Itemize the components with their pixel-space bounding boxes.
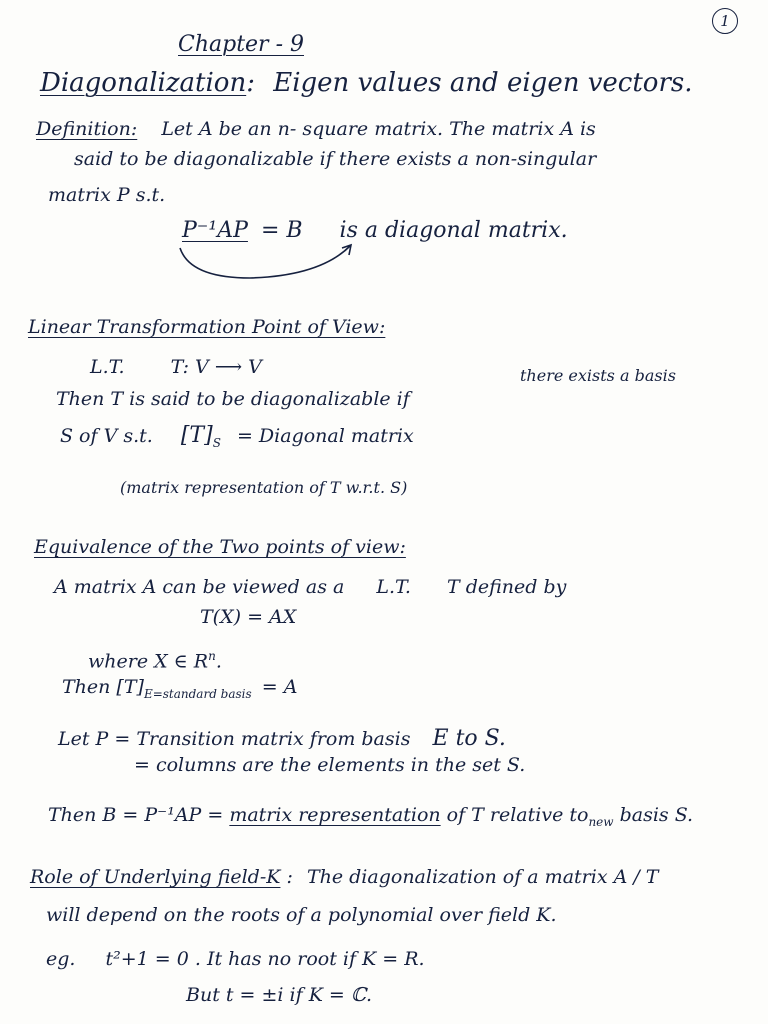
definition-line-1 [36,120,596,139]
lt-bracket-t: [T] [180,423,213,448]
equivalence-line-4-sub: E=standard basis [143,686,252,701]
heading-colon: : [246,68,255,98]
lt-map-line [90,358,262,377]
formula-arrow-icon [150,240,370,290]
equivalence-line-5b: E to S. [432,726,506,751]
field-line-4: But t = ±i if K = ℂ. [186,984,373,1006]
field-line-heading [30,868,658,887]
equivalence-line-6: = columns are the elements in the set S. [134,754,526,776]
lt-line-2c: = Diagonal matrix [236,425,414,447]
field-line-1: The diagonalization of a matrix A / T [306,866,659,888]
lt-map: T: V ⟶ V [170,356,262,378]
eigen-subtitle: Eigen values and eigen vectors. [273,68,693,98]
equivalence-line-1b: L.T. [376,576,411,598]
lt-line-1b: there exists a basis [520,366,676,385]
equivalence-line-3-sup: n [208,649,216,663]
section-heading-diagonalization [40,70,692,96]
definition-text-1: Let A be an n- square matrix. The matrix A is [161,118,596,140]
equivalence-line-7-sub: new [588,814,614,829]
equivalence-line-7a: Then B = P⁻¹AP = [48,804,230,826]
field-colon: : [286,866,293,888]
equivalence-line-7d: basis S. [619,804,694,826]
formula-lhs: P⁻¹AP [182,218,248,243]
equivalence-line-3b: . [215,650,222,673]
lt-line-1a: Then T is said to be diagonalizable if [56,388,410,410]
equivalence-heading: Equivalence of the Two points of view: [34,536,406,558]
formula-rhs: is a diagonal matrix. [339,218,568,243]
field-heading: Role of Underlying field-K [30,866,281,888]
lt-line-2 [60,425,414,449]
field-line-3b: t²+1 = 0 [105,948,189,970]
lt-heading: Linear Transformation Point of View: [28,316,386,338]
equivalence-line-7b: matrix representation [229,804,441,826]
field-line-3a: eg. [46,948,76,970]
lt-bracket-sub: S [212,435,221,450]
diagonalization-heading: Diagonalization [40,68,247,98]
equivalence-line-3 [88,650,222,671]
field-line-3 [46,950,425,969]
lt-label: L.T. [90,356,125,378]
equivalence-line-7 [48,806,693,828]
definition-formula [182,220,568,242]
lt-line-2a: S of V s.t. [60,425,153,447]
equivalence-line-4a: Then [T] [62,676,144,698]
equivalence-line-1a: A matrix A can be viewed as a [54,576,345,598]
equivalence-line-7c: of T relative to [446,804,589,826]
chapter-title: Chapter - 9 [178,32,304,57]
equivalence-line-2: T(X) = AX [200,606,297,628]
formula-eq: = B [260,218,303,243]
definition-label: Definition: [36,118,138,140]
equivalence-line-5a: Let P = Transition matrix from basis [58,728,411,750]
equivalence-line-4 [62,678,297,700]
equivalence-line-1c: T defined by [447,576,567,598]
definition-line-2: said to be diagonalizable if there exists a non-singular [74,148,597,170]
lt-line-3: (matrix representation of T w.r.t. S) [120,478,408,497]
field-line-3c: . It has no root if K = R. [194,948,425,970]
field-line-2: will depend on the roots of a polynomial over field K. [46,904,557,926]
equivalence-line-5 [58,728,506,750]
equivalence-line-4b: = A [261,676,298,698]
equivalence-line-1 [54,578,566,597]
page-number: 1 [712,8,738,34]
equivalence-line-3a: where X ∈ R [88,650,209,673]
definition-line-3: matrix P s.t. [48,184,166,206]
